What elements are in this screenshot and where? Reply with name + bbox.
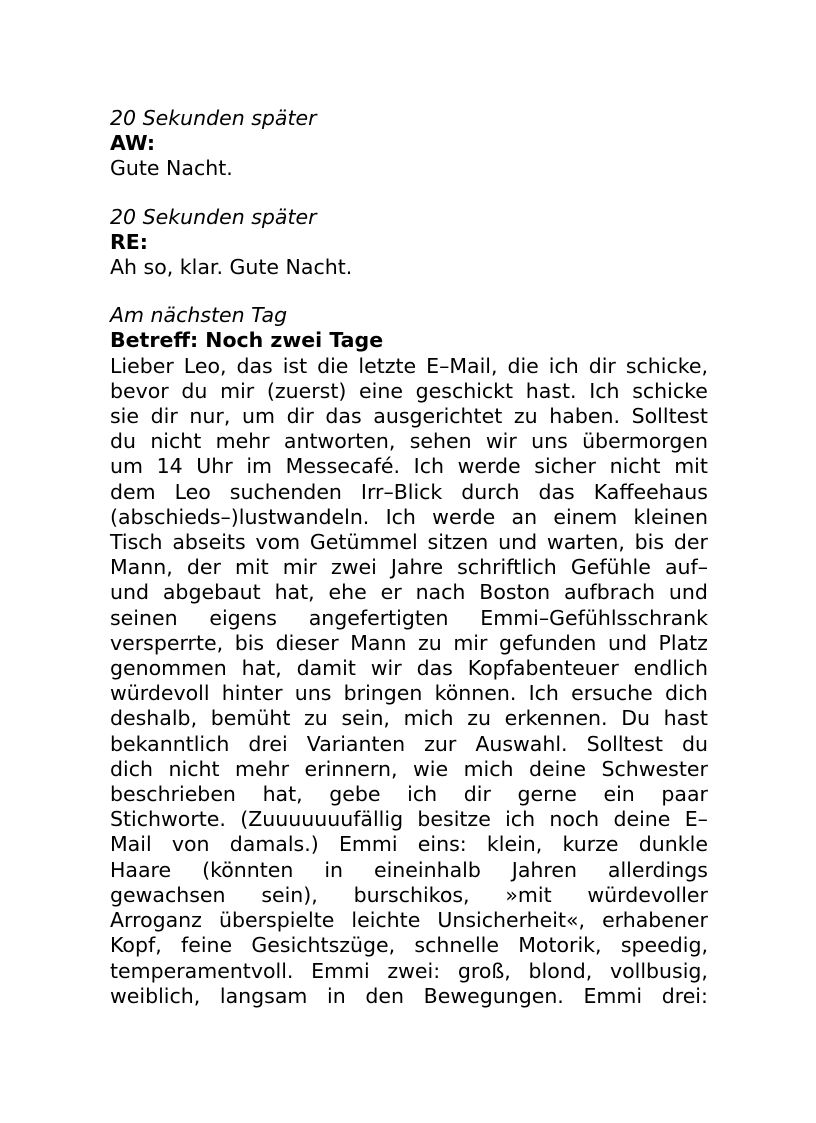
body-line: deshalb, bemüht zu sein, mich zu erkennen. Du hast [110, 706, 708, 731]
email-entry-1 [110, 106, 708, 182]
timestamp: 20 Sekunden später [110, 204, 317, 229]
subject-heading: AW: [110, 131, 156, 156]
body-line: seinen eigens angefertigten Emmi–Gefühlsschrank [110, 605, 708, 630]
body-line: dem Leo suchenden Irr–Blick durch das Kaffeehaus [110, 479, 708, 504]
document-page [110, 106, 708, 1009]
email-entry-2 [110, 205, 708, 281]
body-line: Ah so, klar. Gute Nacht. [110, 255, 353, 280]
body-line: dich nicht mehr erinnern, wie mich deine Schwester [110, 756, 708, 781]
body-line: und abgebaut hat, ehe er nach Boston aufbrach und [110, 580, 708, 605]
body-line: Mann, der mit mir zwei Jahre schriftlich Gefühle auf– [110, 555, 708, 580]
entry-spacer [110, 280, 708, 303]
body-line: Tisch abseits vom Getümmel sitzen und warten, bis der [110, 530, 708, 555]
email-entry-3 [110, 303, 708, 1009]
body-line: bekanntlich drei Varianten zur Auswahl. Solltest du [110, 731, 708, 756]
body-line: um 14 Uhr im Messecafé. Ich werde sicher nicht mit [110, 454, 708, 479]
body-line: genommen hat, damit wir das Kopfabenteuer endlich [110, 656, 708, 681]
body-line: gewachsen sein), burschikos, »mit würdevoller [110, 882, 708, 907]
email-body [110, 354, 708, 1009]
body-line: du nicht mehr antworten, sehen wir uns übermorgen [110, 429, 708, 454]
body-line: weiblich, langsam in den Bewegungen. Emmi drei: [110, 983, 708, 1008]
body-line: sie dir nur, um dir das ausgerichtet zu haben. Solltest [110, 404, 708, 429]
timestamp: 20 Sekunden später [110, 106, 317, 130]
timestamp: Am nächsten Tag [110, 303, 288, 328]
body-line: Gute Nacht. [110, 156, 233, 181]
body-line: (abschieds–)lustwandeln. Ich werde an einem kleinen [110, 504, 708, 529]
subject-heading: RE: [110, 229, 148, 254]
body-line: Haare (könnten in eineinhalb Jahren allerdings [110, 857, 708, 882]
body-line: Arroganz überspielte leichte Unsicherheit«, erhabener [110, 908, 708, 933]
body-line: bevor du mir (zuerst) eine geschickt hast. Ich schicke [110, 378, 708, 403]
body-line: versperrte, bis dieser Mann zu mir gefunden und Platz [110, 630, 708, 655]
subject-heading: Betreff: Noch zwei Tage [110, 328, 384, 353]
body-line: Kopf, feine Gesichtszüge, schnelle Motorik, speedig, [110, 933, 708, 958]
body-line: temperamentvoll. Emmi zwei: groß, blond, vollbusig, [110, 958, 708, 983]
body-line: Mail von damals.) Emmi eins: klein, kurze dunkle [110, 832, 708, 857]
body-line: Lieber Leo, das ist die letzte E–Mail, die ich dir schicke, [110, 353, 708, 378]
body-line: Stichworte. (Zuuuuuuufällig besitze ich noch deine E– [110, 807, 708, 832]
entry-spacer [110, 182, 708, 205]
body-line: beschrieben hat, gebe ich dir gerne ein paar [110, 782, 708, 807]
body-line: würdevoll hinter uns bringen können. Ich ersuche dich [110, 681, 708, 706]
